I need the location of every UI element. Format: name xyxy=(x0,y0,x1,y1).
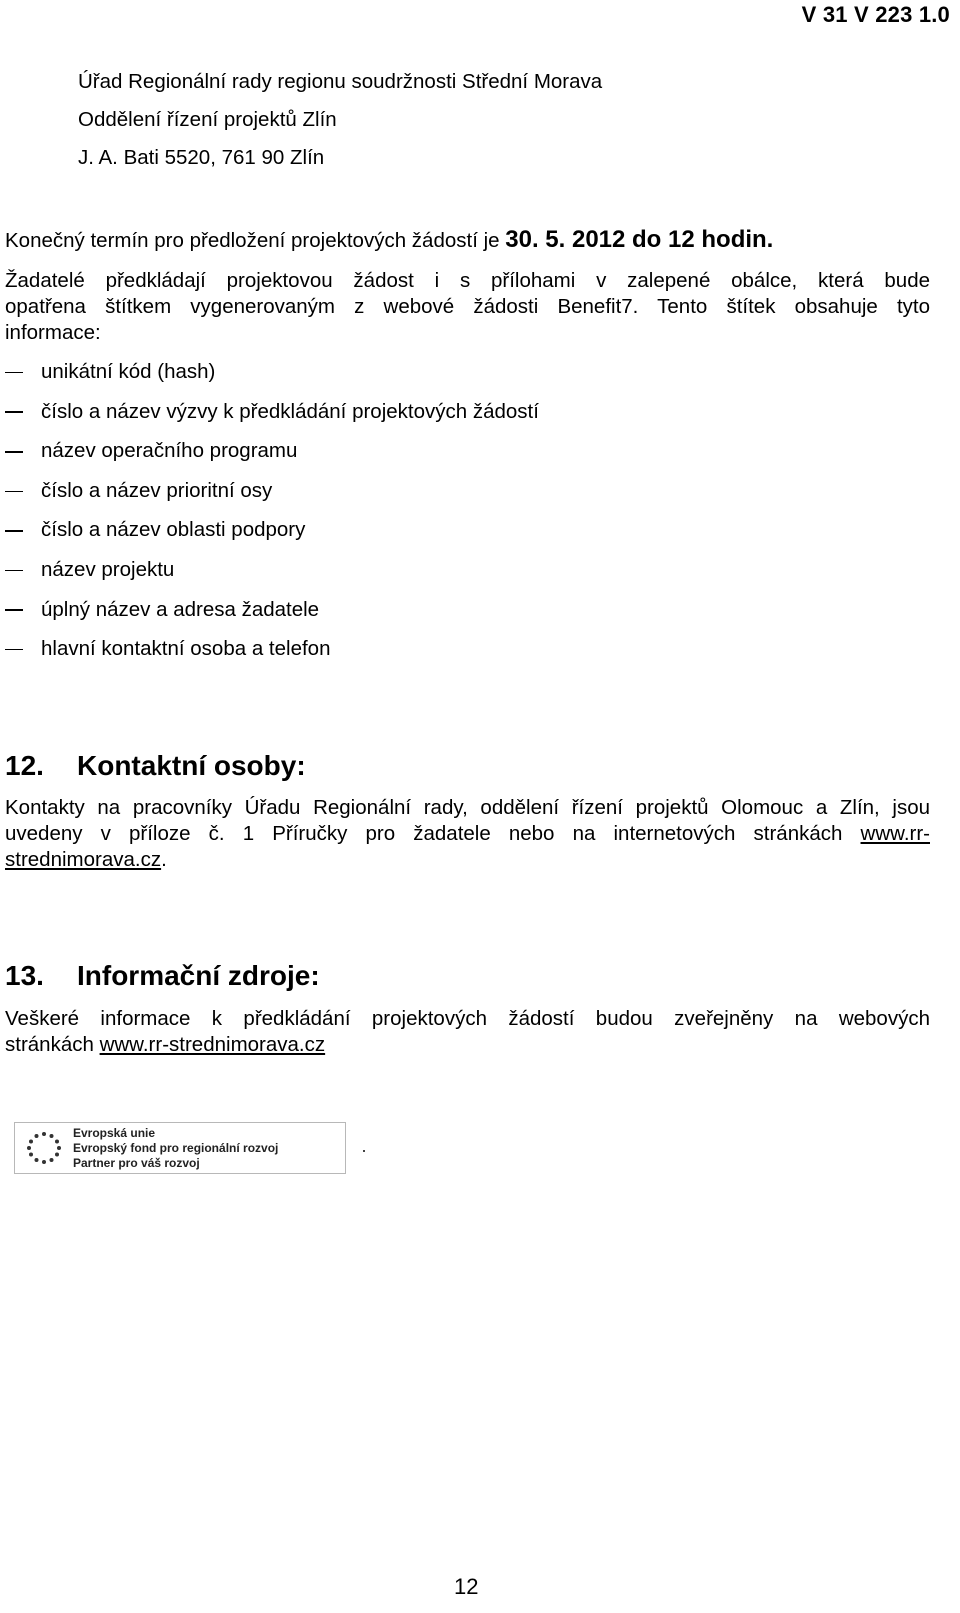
section-12-heading xyxy=(5,750,306,782)
list-item xyxy=(5,475,539,515)
deadline-prefix: Konečný termín pro předložení projektových žádostí je xyxy=(5,229,506,252)
address-line-street: J. A. Bati 5520, 761 90 Zlín xyxy=(78,146,325,169)
list-item-text: název operačního programu xyxy=(41,439,298,463)
contacts-line xyxy=(5,847,930,873)
contacts-paragraph xyxy=(5,795,930,873)
info-sources-paragraph xyxy=(5,1006,930,1058)
eu-stars-icon xyxy=(15,1124,73,1172)
section-number: 12. xyxy=(5,750,44,781)
eu-logo-line: Evropský fond pro regionální rozvoj xyxy=(73,1140,279,1155)
dash-bullet-icon xyxy=(5,396,41,428)
section-title: Kontaktní osoby: xyxy=(77,750,306,781)
contacts-line xyxy=(5,821,930,847)
website-link-part-1[interactable]: www.rr- xyxy=(860,822,930,845)
list-item-text: číslo a název výzvy k předkládání projektových žádostí xyxy=(41,399,539,423)
dash-bullet-icon xyxy=(5,594,41,626)
dash-bullet-icon xyxy=(5,475,41,507)
dash-bullet-icon xyxy=(5,514,41,546)
list-item-text: název projektu xyxy=(41,557,175,581)
dash-bullet-icon xyxy=(5,554,41,586)
website-link[interactable]: www.rr-strednimorava.cz xyxy=(99,1033,326,1056)
contacts-text: uvedeny v příloze č. 1 Příručky pro žadatele nebo na internetových stránkách xyxy=(5,822,861,845)
list-item xyxy=(5,594,539,634)
deadline-sentence xyxy=(5,226,773,254)
list-item-text: číslo a název prioritní osy xyxy=(41,478,273,502)
submission-paragraph xyxy=(5,268,930,346)
list-item-text: hlavní kontaktní osoba a telefon xyxy=(41,637,331,661)
section-number: 13. xyxy=(5,960,44,991)
address-line-office: Úřad Regionální rady regionu soudržnosti Střední Morava xyxy=(78,70,603,93)
decorative-dot xyxy=(363,1150,365,1152)
address-line-department: Oddělení řízení projektů Zlín xyxy=(78,108,337,131)
info-line xyxy=(5,1032,930,1058)
submission-line: informace: xyxy=(5,321,101,344)
eu-logo-line: Partner pro váš rozvoj xyxy=(73,1155,200,1170)
dash-bullet-icon xyxy=(5,435,41,467)
list-item-text: úplný název a adresa žadatele xyxy=(41,597,320,621)
list-item xyxy=(5,396,539,436)
page-number: 12 xyxy=(454,1574,479,1599)
list-item xyxy=(5,356,539,396)
info-line: Veškeré informace k předkládání projektových žádostí budou zveřejněny na webových xyxy=(5,1007,930,1030)
list-item xyxy=(5,554,539,594)
label-info-list xyxy=(5,356,539,673)
list-item-text: číslo a název oblasti podpory xyxy=(41,518,306,542)
submission-line: Žadatelé předkládají projektovou žádost i s přílohami v zalepené obálce, která bude xyxy=(5,269,930,292)
list-item xyxy=(5,435,539,475)
contacts-line: Kontakty na pracovníky Úřadu Regionální rady, oddělení řízení projektů Olomouc a Zlín, jsou xyxy=(5,796,930,819)
info-text: stránkách xyxy=(5,1033,100,1056)
list-item xyxy=(5,633,539,673)
contacts-tail: . xyxy=(161,848,167,871)
deadline-date: 30. 5. 2012 do 12 hodin. xyxy=(505,226,774,253)
dash-bullet-icon xyxy=(5,356,41,388)
eu-logo-text xyxy=(73,1126,278,1171)
eu-logo xyxy=(14,1122,346,1174)
section-title: Informační zdroje: xyxy=(77,960,320,991)
section-13-heading xyxy=(5,960,320,992)
list-item xyxy=(5,514,539,554)
dash-bullet-icon xyxy=(5,633,41,665)
list-item-text: unikátní kód (hash) xyxy=(41,360,216,383)
eu-logo-line: Evropská unie xyxy=(73,1125,156,1140)
website-link-part-2[interactable]: strednimorava.cz xyxy=(5,848,162,871)
document-code: V 31 V 223 1.0 xyxy=(801,2,950,27)
submission-line: opatřena štítkem vygenerovaným z webové žádosti Benefit7. Tento štítek obsahuje tyto xyxy=(5,295,930,318)
